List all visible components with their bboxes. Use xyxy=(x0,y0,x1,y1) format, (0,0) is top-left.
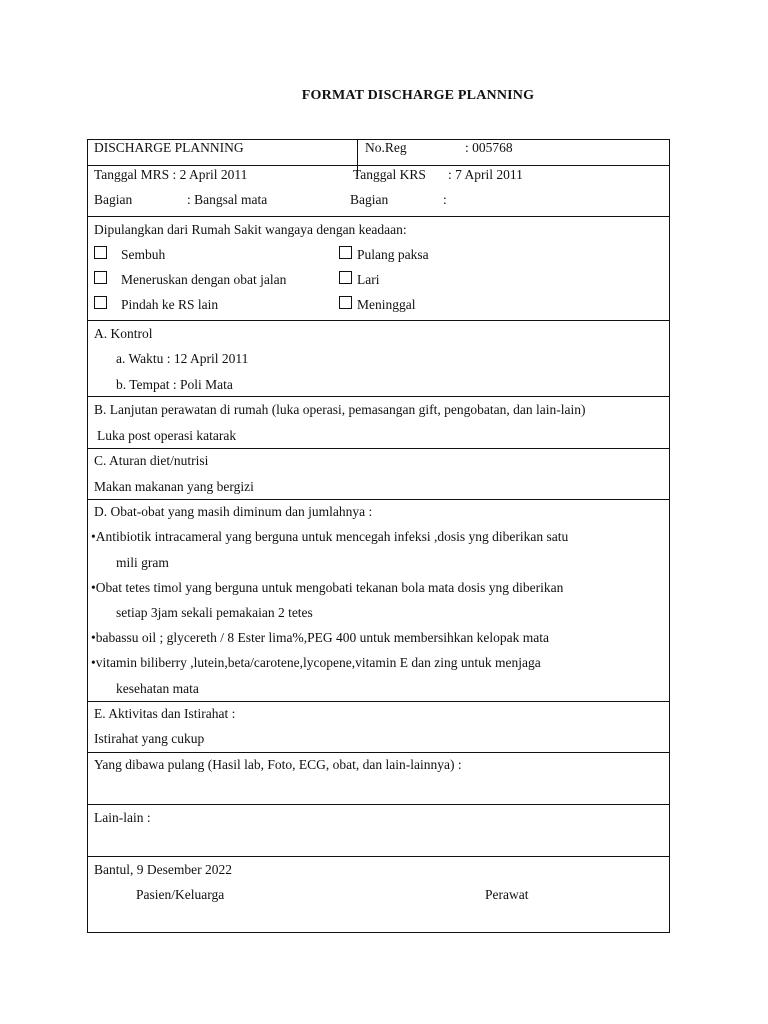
checkbox-sembuh[interactable] xyxy=(94,246,107,259)
checkbox-meninggal[interactable] xyxy=(339,296,352,309)
option-pindah: Pindah ke RS lain xyxy=(121,297,219,312)
aktivitas-section xyxy=(88,702,669,753)
bagian-value: : Bangsal mata xyxy=(187,192,268,207)
aktivitas-value: Istirahat yang cukup xyxy=(94,731,205,746)
kontrol-section xyxy=(88,321,669,397)
obat-item: •vitamin biliberry ,lutein,beta/carotene,lycopene,vitamin E dan zing untuk menjaga xyxy=(91,655,541,670)
signature-section xyxy=(88,857,669,933)
aktivitas-heading: E. Aktivitas dan Istirahat : xyxy=(94,706,236,721)
noreg-value: : 005768 xyxy=(465,140,513,155)
condition-heading: Dipulangkan dari Rumah Sakit wangaya dengan keadaan: xyxy=(94,222,407,237)
signature-patient-label: Pasien/Keluarga xyxy=(136,887,225,902)
obat-item-continued: mili gram xyxy=(116,555,169,570)
discharge-form xyxy=(87,139,670,933)
header-divider xyxy=(357,140,358,166)
obat-item: •Obat tetes timol yang berguna untuk mengobati tekanan bola mata dosis yng diberikan xyxy=(91,580,564,595)
kontrol-tempat: b. Tempat : Poli Mata xyxy=(116,377,233,392)
diet-heading: C. Aturan diet/nutrisi xyxy=(94,453,209,468)
option-sembuh: Sembuh xyxy=(121,247,166,262)
obat-item: •babassu oil ; glycereth / 8 Ester lima%,PEG 400 untuk membersihkan kelopak mata xyxy=(91,630,549,645)
obat-item-continued: setiap 3jam sekali pemakaian 2 tetes xyxy=(116,605,313,620)
lanjutan-heading: B. Lanjutan perawatan di rumah (luka operasi, pemasangan gift, pengobatan, dan lain-lain) xyxy=(94,402,586,417)
obat-item-continued: kesehatan mata xyxy=(116,681,199,696)
lainlain-heading: Lain-lain : xyxy=(94,810,151,825)
obat-item: •Antibiotik intracameral yang berguna untuk mencegah infeksi ,dosis yng diberikan satu xyxy=(91,529,569,544)
header-title: DISCHARGE PLANNING xyxy=(94,140,244,155)
dibawa-heading: Yang dibawa pulang (Hasil lab, Foto, ECG, obat, dan lain-lainnya) : xyxy=(94,757,462,772)
option-lari: Lari xyxy=(357,272,380,287)
tanggal-krs-value: : 7 April 2011 xyxy=(448,167,523,182)
diet-section xyxy=(88,449,669,500)
obat-section xyxy=(88,500,669,702)
checkbox-meneruskan[interactable] xyxy=(94,271,107,284)
option-meneruskan: Meneruskan dengan obat jalan xyxy=(121,272,287,287)
obat-heading: D. Obat-obat yang masih diminum dan jumlahnya : xyxy=(94,504,373,519)
option-meninggal: Meninggal xyxy=(357,297,416,312)
tanggal-mrs: Tanggal MRS : 2 April 2011 xyxy=(94,167,248,182)
lanjutan-value: Luka post operasi katarak xyxy=(97,428,237,443)
tanggal-krs-label: Tanggal KRS xyxy=(353,167,426,182)
checkbox-lari[interactable] xyxy=(339,271,352,284)
bagian2-value: : xyxy=(443,192,447,207)
document-title: FORMAT DISCHARGE PLANNING xyxy=(301,88,535,103)
lainlain-section xyxy=(88,805,669,857)
bagian2-label: Bagian xyxy=(350,192,389,207)
noreg-label: No.Reg xyxy=(365,140,407,155)
header-row xyxy=(88,140,669,166)
option-pulang-paksa: Pulang paksa xyxy=(357,247,429,262)
dibawa-section xyxy=(88,753,669,805)
bagian-label: Bagian xyxy=(94,192,133,207)
dates-row xyxy=(88,166,669,217)
lanjutan-section xyxy=(88,397,669,449)
place-date: Bantul, 9 Desember 2022 xyxy=(94,862,232,877)
kontrol-waktu: a. Waktu : 12 April 2011 xyxy=(116,351,249,366)
checkbox-pindah[interactable] xyxy=(94,296,107,309)
diet-value: Makan makanan yang bergizi xyxy=(94,479,254,494)
kontrol-heading: A. Kontrol xyxy=(94,326,153,341)
condition-section xyxy=(88,217,669,321)
checkbox-pulang-paksa[interactable] xyxy=(339,246,352,259)
signature-nurse-label: Perawat xyxy=(485,887,529,902)
